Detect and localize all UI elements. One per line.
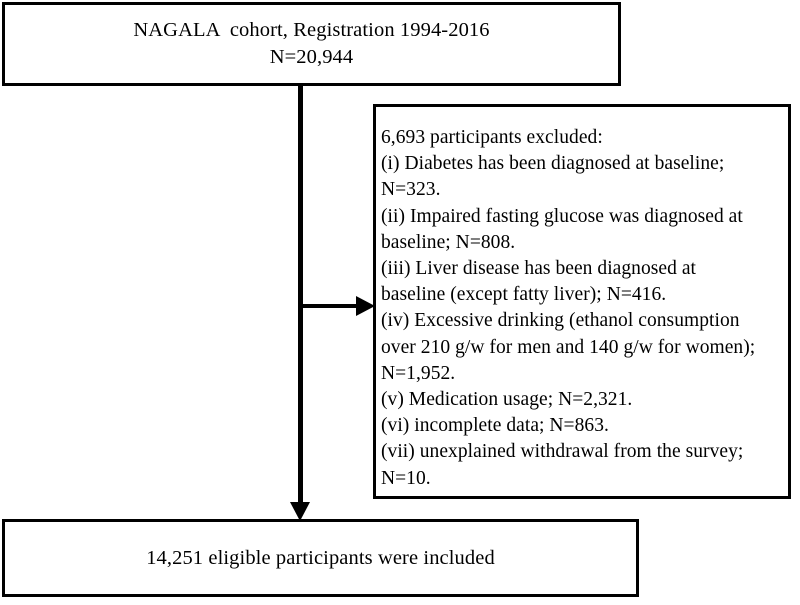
exclusion-line: (v) Medication usage; N=2,321. bbox=[381, 389, 633, 411]
exclusion-line: (i) Diabetes has been diagnosed at baseline; bbox=[381, 153, 725, 175]
exclusion-line: (iv) Excessive drinking (ethanol consumption bbox=[381, 310, 740, 332]
included-box bbox=[2, 519, 639, 597]
exclusion-line: (vii) unexplained withdrawal from the survey; bbox=[381, 441, 744, 463]
cohort-title-line: NAGALA cohort, Registration 1994-2016 bbox=[133, 19, 490, 41]
exclusion-line: N=10. bbox=[381, 467, 431, 489]
cohort-count-line: N=20,944 bbox=[269, 46, 354, 68]
exclusion-list bbox=[381, 151, 788, 492]
exclusion-line: N=1,952. bbox=[381, 362, 456, 384]
exclusion-line: (iii) Liver disease has been diagnosed at bbox=[381, 258, 697, 280]
vertical-connector-line bbox=[298, 85, 303, 513]
exclusion-line: (vi) incomplete data; N=863. bbox=[381, 415, 609, 437]
exclusion-line: over 210 g/w for men and 140 g/w for women); bbox=[381, 336, 756, 358]
exclusion-line: baseline (except fatty liver); N=416. bbox=[381, 284, 667, 306]
exclusion-box bbox=[373, 104, 791, 499]
exclusion-heading: 6,693 participants excluded: bbox=[381, 127, 603, 148]
exclusion-line: baseline; N=808. bbox=[381, 231, 516, 253]
exclusion-line: N=323. bbox=[381, 179, 441, 201]
exclusion-line: (ii) Impaired fasting glucose was diagnosed at bbox=[381, 205, 743, 227]
horizontal-connector-line bbox=[300, 304, 362, 308]
included-text: 14,251 eligible participants were included bbox=[146, 546, 495, 569]
cohort-box bbox=[2, 2, 621, 86]
